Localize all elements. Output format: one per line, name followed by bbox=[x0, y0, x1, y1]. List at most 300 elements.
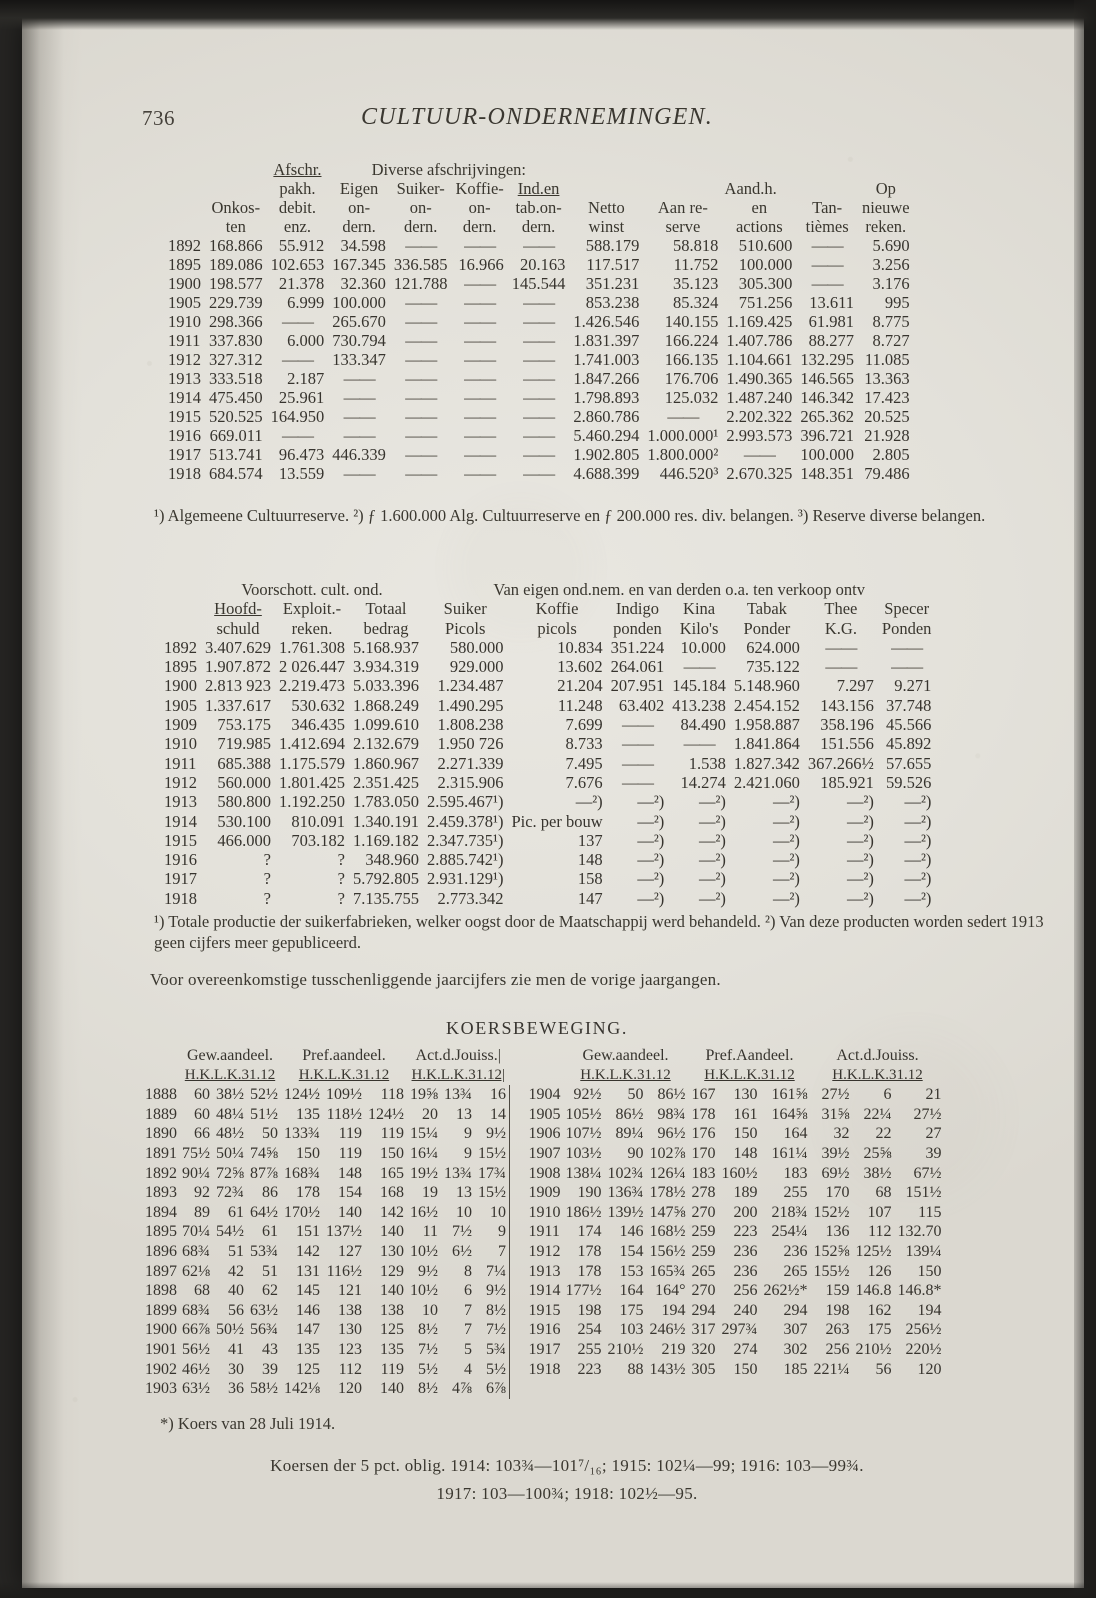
koers-right-cell: 90 bbox=[627, 1144, 644, 1162]
row-cell-value: 16.966 bbox=[458, 255, 504, 274]
koers-right-cell: 236 bbox=[733, 1242, 758, 1260]
koers-left-year: 1899 bbox=[145, 1301, 177, 1319]
koers-right-cell: 92½ bbox=[573, 1086, 602, 1104]
koers-left-cell: 7½ bbox=[418, 1340, 438, 1358]
row-cell-value: —²) bbox=[846, 830, 874, 850]
row-cell-value: 117.517 bbox=[586, 255, 640, 274]
table2-h-bedrag: bedrag bbox=[363, 618, 409, 638]
koers-l-sub3: H.K.L.K.31.12| bbox=[411, 1066, 505, 1083]
koers-left-cell: 30 bbox=[228, 1360, 244, 1378]
row-year: 1895 bbox=[164, 657, 197, 677]
koers-right-cell: 22 bbox=[875, 1125, 892, 1143]
koers-right-cell: 254 bbox=[577, 1321, 602, 1339]
row-cell-value: ? bbox=[263, 869, 271, 889]
koers-right-cell: 307 bbox=[783, 1321, 808, 1339]
table2-h-picols: Picols bbox=[445, 618, 486, 638]
table-row bbox=[160, 773, 935, 792]
row-cell-value: 466.000 bbox=[217, 830, 271, 850]
koers-row bbox=[142, 1164, 945, 1184]
row-year: 1895 bbox=[168, 255, 201, 274]
row-cell-value: 5.148.960 bbox=[733, 676, 800, 696]
row-cell-value: 148.351 bbox=[800, 464, 854, 483]
row-cell-value: 6.000 bbox=[287, 331, 325, 350]
koers-left-cell: 38½ bbox=[216, 1086, 244, 1104]
row-cell-value: 8.733 bbox=[565, 734, 603, 754]
koers-left-cell: 66 bbox=[194, 1125, 210, 1143]
koers-right-cell: 190 bbox=[577, 1184, 602, 1202]
koers-right-year: 1918 bbox=[528, 1360, 561, 1378]
koers-right-cell: 240 bbox=[733, 1301, 758, 1319]
table2-h-ponder: Ponder bbox=[743, 618, 791, 638]
koers-panel-divider bbox=[510, 1301, 526, 1321]
row-cell-empty: —— bbox=[281, 426, 313, 445]
row-cell-value: 100.000 bbox=[332, 293, 386, 312]
koers-left-cell: 142⅛ bbox=[284, 1380, 320, 1398]
koers-left-cell: 7 bbox=[464, 1301, 472, 1319]
koers-left-cell: 63½ bbox=[250, 1301, 278, 1319]
koers-left-cell: 7 bbox=[464, 1321, 472, 1339]
row-cell-value: 145.184 bbox=[672, 676, 726, 696]
row-cell-empty: —— bbox=[464, 464, 496, 483]
koers-left-cell: 90¼ bbox=[182, 1164, 210, 1182]
row-year: 1900 bbox=[168, 274, 201, 293]
koers-r-sub2: H.K.L.K.31.12 bbox=[704, 1066, 795, 1083]
row-cell-value: 1.234.487 bbox=[437, 676, 504, 696]
row-cell-empty: —— bbox=[667, 407, 699, 426]
koers-right-cell: 136 bbox=[825, 1223, 850, 1241]
koers-left-cell: 121 bbox=[338, 1282, 362, 1300]
row-year: 1917 bbox=[168, 445, 201, 464]
koers-left-cell: 56 bbox=[228, 1301, 244, 1319]
table2-h-suiker: Suiker bbox=[443, 599, 487, 619]
row-cell-value: 5.690 bbox=[872, 236, 910, 255]
koers-left-year: 1889 bbox=[145, 1105, 177, 1123]
table-row bbox=[164, 350, 914, 369]
row-cell-value: 520.525 bbox=[209, 407, 263, 426]
koers-left-year: 1892 bbox=[145, 1164, 177, 1182]
row-cell-value: 1.860.967 bbox=[353, 753, 419, 773]
koers-right-cell: 246½ bbox=[649, 1321, 686, 1339]
row-cell-value: 88.277 bbox=[808, 331, 854, 350]
table-row bbox=[160, 812, 935, 831]
koers-left-cell: 8½ bbox=[486, 1301, 506, 1319]
koers-left-cell: 54½ bbox=[216, 1223, 244, 1241]
koers-right-year: 1915 bbox=[528, 1301, 561, 1319]
koers-right-cell: 32 bbox=[833, 1125, 850, 1143]
row-cell-value: 351.224 bbox=[610, 637, 665, 657]
koers-right-year: 1904 bbox=[528, 1086, 561, 1104]
row-year: 1892 bbox=[164, 637, 197, 657]
koers-left-year: 1902 bbox=[145, 1360, 177, 1378]
row-cell-value: 2.454.152 bbox=[733, 695, 800, 715]
row-cell-empty: —— bbox=[683, 734, 715, 754]
koers-right-cell: 86½ bbox=[615, 1105, 644, 1123]
koers-right-cell: 50 bbox=[627, 1086, 644, 1104]
koers-row bbox=[142, 1105, 945, 1125]
koers-right-cell: 56 bbox=[875, 1360, 892, 1378]
row-cell-empty: —— bbox=[405, 312, 437, 331]
row-cell-value: 446.520³ bbox=[659, 464, 719, 483]
row-year: 1916 bbox=[168, 426, 201, 445]
row-cell-empty: —— bbox=[343, 388, 375, 407]
row-cell-empty: —— bbox=[281, 350, 313, 369]
table2-h-ponden: ponden bbox=[613, 618, 662, 638]
table-row bbox=[160, 734, 935, 753]
obligatie-koersen-line-1: Koersen der 5 pct. oblig. 1914: 103¾—101⁷/₁₆; 1915: 102¼—99; 1916: 103—99¾. bbox=[270, 1456, 864, 1475]
row-cell-value: —²) bbox=[904, 792, 932, 812]
table2-header-row-1 bbox=[160, 580, 935, 599]
row-cell-value: 346.435 bbox=[291, 715, 345, 735]
row-cell-value: 5.792.805 bbox=[353, 869, 419, 889]
row-cell-value: 7.676 bbox=[565, 772, 603, 792]
koers-left-cell: 60 bbox=[194, 1105, 210, 1123]
koers-left-cell: 8 bbox=[464, 1262, 472, 1280]
koers-right-cell: 125½ bbox=[855, 1242, 892, 1260]
row-cell-value: 1.000.000¹ bbox=[647, 426, 719, 445]
koers-left-cell: 5½ bbox=[486, 1360, 506, 1378]
koers-right-cell: 259 bbox=[691, 1242, 716, 1260]
koers-right-cell: 255 bbox=[783, 1184, 808, 1202]
table1-h-en: en bbox=[751, 198, 768, 217]
koers-right-cell: 96½ bbox=[657, 1125, 686, 1143]
row-cell-value: 730.794 bbox=[332, 331, 386, 350]
koers-left-year: 1900 bbox=[145, 1321, 177, 1339]
koers-right-cell: 98¾ bbox=[657, 1105, 686, 1123]
koers-left-cell: 127 bbox=[338, 1242, 362, 1260]
cross-reference-paragraph: Voor overeenkomstige tusschenliggende jaarcijfers zie men de vorige jaargangen. bbox=[150, 970, 721, 989]
row-cell-value: —²) bbox=[846, 888, 874, 908]
row-cell-value: 1.831.397 bbox=[573, 331, 640, 350]
koers-left-cell: 9 bbox=[464, 1144, 472, 1162]
koers-row bbox=[142, 1203, 945, 1223]
koers-panel-divider bbox=[510, 1360, 526, 1380]
koers-left-cell: 4⅞ bbox=[452, 1380, 472, 1398]
koers-left-cell: 56¾ bbox=[250, 1321, 278, 1339]
koers-right-cell: 320 bbox=[691, 1340, 716, 1358]
row-cell-value: 2.421.060 bbox=[733, 772, 800, 792]
koers-panel-divider bbox=[510, 1203, 526, 1223]
row-cell-empty: —— bbox=[343, 369, 375, 388]
row-cell-empty: —— bbox=[825, 657, 857, 677]
koers-left-cell: 150 bbox=[296, 1144, 320, 1162]
row-cell-value: 8.775 bbox=[872, 312, 910, 331]
koers-right-cell: 302 bbox=[783, 1340, 808, 1358]
table1-h-on2: on- bbox=[409, 198, 432, 217]
row-cell-value: 145.544 bbox=[511, 274, 566, 293]
table1-h-reken: reken. bbox=[865, 217, 907, 236]
table1-h-koffie: Koffie- bbox=[455, 179, 504, 198]
koers-right-cell: 107 bbox=[867, 1203, 892, 1221]
koers-right-cell: 305 bbox=[691, 1360, 716, 1378]
row-cell-value: 146.565 bbox=[800, 369, 854, 388]
koers-left-cell: 9½ bbox=[418, 1262, 438, 1280]
row-cell-value: 1.783.050 bbox=[353, 792, 419, 812]
koers-panel-divider bbox=[510, 1144, 526, 1164]
row-cell-value: 21.378 bbox=[278, 274, 325, 293]
row-cell-empty: —— bbox=[621, 772, 653, 792]
financial-table-afschrijvingen bbox=[164, 160, 914, 483]
row-cell-value: 337.830 bbox=[209, 331, 263, 350]
koers-left-cell: 56½ bbox=[182, 1340, 210, 1358]
row-cell-value: 189.086 bbox=[209, 255, 263, 274]
row-cell-empty: —— bbox=[523, 464, 555, 483]
koers-r-gew: Gew.aandeel. bbox=[582, 1047, 669, 1064]
koers-left-cell: 118½ bbox=[326, 1105, 362, 1123]
koers-left-cell: 168¾ bbox=[284, 1164, 320, 1182]
koers-left-cell: 66⅞ bbox=[182, 1321, 210, 1339]
koers-left-cell: 40 bbox=[228, 1282, 244, 1300]
table1-h-suiker: Suiker- bbox=[396, 179, 445, 198]
row-cell-value: 13.363 bbox=[864, 369, 910, 388]
koers-left-cell: 140 bbox=[380, 1282, 404, 1300]
row-cell-value: —²) bbox=[904, 888, 932, 908]
row-cell-value: 1.907.872 bbox=[205, 657, 271, 677]
koers-left-cell: 124½ bbox=[368, 1105, 404, 1123]
koers-left-cell: 129 bbox=[380, 1262, 404, 1280]
table1-h-tiemes: tièmes bbox=[805, 217, 849, 236]
koers-right-cell: 151½ bbox=[905, 1184, 942, 1202]
koers-left-cell: 135 bbox=[380, 1340, 404, 1358]
koers-left-cell: 170½ bbox=[284, 1203, 320, 1221]
row-cell-value: 685.388 bbox=[217, 753, 271, 773]
koers-right-cell: 146 bbox=[619, 1223, 644, 1241]
row-cell-value: 1.950 726 bbox=[437, 734, 504, 754]
row-cell-value: 140.155 bbox=[664, 312, 719, 331]
table1-h-dern1: dern. bbox=[342, 217, 376, 236]
koers-l-sub1: H.K.L.K.31.12 bbox=[184, 1066, 276, 1083]
koers-left-cell: 119 bbox=[338, 1144, 362, 1162]
row-cell-value: 995 bbox=[884, 293, 910, 312]
row-cell-empty: —— bbox=[343, 426, 375, 445]
table-row bbox=[160, 831, 935, 850]
koers-row bbox=[142, 1085, 945, 1105]
koers-left-cell: 130 bbox=[338, 1321, 362, 1339]
koers-right-cell: 168½ bbox=[649, 1223, 686, 1241]
koers-left-cell: 135 bbox=[296, 1340, 320, 1358]
row-cell-value: 20.163 bbox=[520, 255, 566, 274]
koers-right-cell: 39½ bbox=[821, 1144, 850, 1162]
koers-right-year: 1912 bbox=[528, 1242, 561, 1260]
koers-right-cell: 185 bbox=[783, 1360, 808, 1378]
row-cell-value: 13.611 bbox=[809, 293, 854, 312]
koers-right-cell: 189 bbox=[733, 1184, 758, 1202]
koers-right-cell: 156½ bbox=[649, 1242, 686, 1260]
row-cell-empty: —— bbox=[464, 293, 496, 312]
row-cell-value: —²) bbox=[698, 811, 726, 831]
koers-left-cell: 75½ bbox=[182, 1144, 210, 1162]
koers-right-cell: 167 bbox=[691, 1086, 716, 1104]
table1-body bbox=[164, 236, 914, 483]
koers-right-cell: 236 bbox=[783, 1242, 808, 1260]
row-cell-value: 1.798.893 bbox=[573, 388, 640, 407]
row-cell-value: 132.295 bbox=[800, 350, 854, 369]
koers-right-cell: 176 bbox=[691, 1125, 716, 1143]
row-cell-value: 580.000 bbox=[449, 637, 504, 657]
row-cell-empty: —— bbox=[523, 236, 555, 255]
row-cell-value: 3.256 bbox=[872, 255, 910, 274]
koers-right-cell: 115 bbox=[918, 1203, 942, 1221]
table2-h-voorschott: Voorschott. cult. ond. bbox=[241, 580, 383, 599]
row-cell-empty: —— bbox=[523, 331, 555, 350]
row-year: 1905 bbox=[168, 293, 201, 312]
koers-left-cell: 140 bbox=[338, 1203, 362, 1221]
row-cell-value: 265.670 bbox=[332, 312, 386, 331]
row-cell-value: Pic. per bouw bbox=[511, 811, 603, 831]
koers-right-cell: 27½ bbox=[821, 1086, 850, 1104]
koers-left-cell: 13 bbox=[456, 1105, 472, 1123]
row-cell-value: ? bbox=[337, 888, 345, 908]
koers-right-cell: 254¼ bbox=[771, 1223, 808, 1241]
koers-right-cell: 265 bbox=[783, 1262, 808, 1280]
koers-left-cell: 60 bbox=[194, 1086, 210, 1104]
koers-left-cell: 6½ bbox=[452, 1242, 472, 1260]
koers-right-empty bbox=[526, 1379, 945, 1399]
koers-left-cell: 6⅞ bbox=[486, 1380, 506, 1398]
koers-right-cell: 278 bbox=[691, 1184, 716, 1202]
row-cell-value: 79.486 bbox=[864, 464, 910, 483]
row-cell-empty: —— bbox=[405, 445, 437, 464]
koers-left-cell: 17¾ bbox=[478, 1164, 506, 1182]
row-cell-value: 735.122 bbox=[746, 657, 800, 677]
row-year: 1917 bbox=[164, 869, 197, 889]
koers-left-cell: 133¾ bbox=[284, 1125, 320, 1143]
row-cell-value: —²) bbox=[772, 888, 800, 908]
row-cell-value: 1.800.000² bbox=[647, 445, 719, 464]
row-cell-value: 11.085 bbox=[864, 350, 910, 369]
koers-right-cell: 255 bbox=[577, 1340, 602, 1358]
row-cell-empty: —— bbox=[891, 657, 923, 677]
row-cell-empty: —— bbox=[281, 312, 313, 331]
row-cell-value: 85.324 bbox=[672, 293, 719, 312]
koers-right-year: 1911 bbox=[528, 1223, 560, 1241]
koers-right-cell: 136¾ bbox=[607, 1184, 644, 1202]
row-cell-value: —²) bbox=[904, 850, 932, 870]
koers-left-cell: 147 bbox=[296, 1321, 320, 1339]
row-cell-value: 1.801.425 bbox=[279, 772, 345, 792]
row-cell-empty: —— bbox=[405, 407, 437, 426]
koers-left-cell: 50¼ bbox=[216, 1144, 244, 1162]
row-year: 1909 bbox=[164, 715, 197, 735]
table2-h-thee: Thee bbox=[824, 599, 858, 619]
koers-panel-divider bbox=[510, 1085, 526, 1105]
row-cell-value: 413.238 bbox=[672, 695, 726, 715]
row-cell-empty: —— bbox=[343, 407, 375, 426]
koers-left-cell: 19⅝ bbox=[410, 1086, 438, 1104]
row-cell-value: 1.490.365 bbox=[726, 369, 793, 388]
row-year: 1915 bbox=[164, 830, 197, 850]
row-cell-value: 1.808.238 bbox=[437, 715, 504, 735]
row-cell-value: 336.585 bbox=[393, 255, 448, 274]
koers-left-cell: 5¾ bbox=[486, 1340, 506, 1358]
row-cell-value: 1.490.295 bbox=[437, 695, 504, 715]
row-cell-value: 100.000 bbox=[800, 445, 854, 464]
row-cell-empty: —— bbox=[683, 657, 715, 677]
koers-right-cell: 164⅝ bbox=[771, 1105, 808, 1123]
koers-r-sub3: H.K.L.K.31.12 bbox=[832, 1066, 923, 1083]
page-number: 736 bbox=[142, 106, 175, 130]
row-cell-value: 10.834 bbox=[557, 637, 603, 657]
row-cell-value: 1.847.266 bbox=[573, 369, 640, 388]
row-year: 1912 bbox=[164, 772, 197, 792]
koers-row bbox=[142, 1360, 945, 1380]
table2-h-indigo: Indigo bbox=[615, 599, 660, 619]
koers-right-cell: 297¾ bbox=[721, 1321, 758, 1339]
koers-left-cell: 165 bbox=[380, 1164, 404, 1182]
row-cell-value: 164.950 bbox=[270, 407, 325, 426]
row-cell-value: 11.752 bbox=[673, 255, 719, 274]
table2-header-row-2 bbox=[160, 599, 935, 618]
koers-left-cell: 7¼ bbox=[486, 1262, 506, 1280]
koers-left-cell: 68 bbox=[194, 1282, 210, 1300]
koers-right-cell: 112 bbox=[868, 1223, 892, 1241]
row-cell-value: 7.495 bbox=[565, 753, 603, 773]
table1-h-debit: debit. bbox=[278, 198, 316, 217]
koers-left-cell: 46½ bbox=[182, 1360, 210, 1378]
row-year: 1918 bbox=[168, 464, 201, 483]
row-year: 1910 bbox=[168, 312, 201, 331]
koers-right-cell: 178 bbox=[577, 1262, 602, 1280]
row-cell-value: 2.805 bbox=[872, 445, 910, 464]
row-cell-value: 751.256 bbox=[738, 293, 793, 312]
row-cell-empty: —— bbox=[464, 407, 496, 426]
row-cell-value: 166.224 bbox=[664, 331, 719, 350]
row-cell-value: 580.800 bbox=[217, 792, 271, 812]
row-cell-value: 265.362 bbox=[800, 407, 854, 426]
row-year: 1905 bbox=[164, 695, 197, 715]
koers-panel-divider bbox=[510, 1124, 526, 1144]
koers-panel-divider bbox=[510, 1164, 526, 1184]
row-cell-value: —²) bbox=[772, 869, 800, 889]
row-cell-value: 560.000 bbox=[217, 772, 271, 792]
koers-right-cell: 153 bbox=[619, 1262, 644, 1280]
koers-left-cell: 50½ bbox=[216, 1321, 244, 1339]
koers-left-cell: 13¾ bbox=[444, 1086, 472, 1104]
koers-right-cell: 178½ bbox=[649, 1184, 686, 1202]
row-cell-empty: —— bbox=[464, 445, 496, 464]
koers-left-cell: 51½ bbox=[250, 1105, 278, 1123]
koers-left-cell: 51 bbox=[228, 1242, 244, 1260]
koers-right-cell: 177½ bbox=[565, 1282, 602, 1300]
row-cell-value: 348.960 bbox=[365, 850, 419, 870]
koers-right-cell: 152½ bbox=[813, 1203, 850, 1221]
row-cell-value: 185.921 bbox=[820, 772, 874, 792]
table-row bbox=[164, 236, 914, 255]
row-cell-value: 121.788 bbox=[393, 274, 448, 293]
row-cell-empty: —— bbox=[523, 293, 555, 312]
obligatie-koersen-line-2: 1917: 103—100¾; 1918: 102½—95. bbox=[436, 1484, 698, 1503]
row-cell-empty: —— bbox=[464, 236, 496, 255]
row-cell-value: 45.566 bbox=[886, 715, 932, 735]
row-cell-value: 351.231 bbox=[585, 274, 640, 293]
row-cell-value: 624.000 bbox=[746, 637, 800, 657]
row-cell-empty: —— bbox=[523, 426, 555, 445]
koers-right-year: 1914 bbox=[528, 1282, 561, 1300]
row-cell-value: 530.632 bbox=[291, 695, 345, 715]
koers-right-cell: 186½ bbox=[565, 1203, 602, 1221]
koers-row bbox=[142, 1144, 945, 1164]
koers-left-cell: 125 bbox=[296, 1360, 320, 1378]
row-cell-value: 7.297 bbox=[836, 676, 874, 696]
koers-left-cell: 51 bbox=[262, 1262, 278, 1280]
row-cell-empty: —— bbox=[621, 734, 653, 754]
koers-right-cell: 256 bbox=[825, 1340, 850, 1358]
koers-sub-header-row bbox=[142, 1066, 945, 1086]
koers-left-cell: 15½ bbox=[478, 1184, 506, 1202]
row-cell-value: ? bbox=[337, 869, 345, 889]
row-cell-value: 2.271.339 bbox=[437, 753, 504, 773]
row-cell-value: 13.602 bbox=[557, 657, 603, 677]
koers-right-cell: 150 bbox=[733, 1360, 758, 1378]
